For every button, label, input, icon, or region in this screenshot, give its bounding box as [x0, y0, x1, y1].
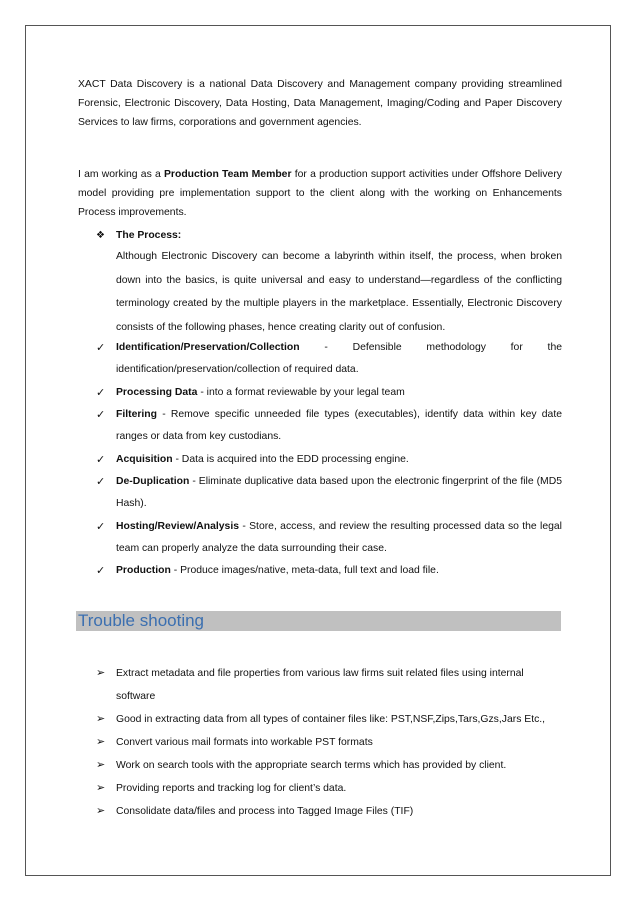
process-title: The Process: [116, 230, 182, 241]
phase-list [96, 337, 562, 583]
phase-term: Processing Data [116, 386, 198, 398]
list-item-text: Providing reports and tracking log for client’s data. [116, 783, 347, 794]
list-item [96, 708, 562, 731]
phase-desc: - into a format reviewable by your legal team [197, 386, 405, 398]
role-title: Production Team Member [164, 169, 292, 180]
phase-term: Identification/Preservation/Collection [116, 342, 300, 353]
phase-desc: - Store, access, and review the resulting processed data so the legal team can properly analyze the data surrounding their case. [116, 520, 562, 554]
list-item [96, 754, 562, 777]
phase-desc: - Eliminate duplicative data based upon the electronic fingerprint of the file (MD5 Hash). [116, 476, 562, 509]
list-item [96, 800, 562, 823]
phase-item [96, 516, 562, 560]
phase-term: Hosting/Review/Analysis [116, 520, 239, 532]
checkmark-icon: ✓ [96, 520, 106, 533]
phase-item [96, 449, 562, 471]
list-item [96, 777, 562, 800]
list-item [96, 731, 562, 754]
arrow-bullet-icon: ➢ [96, 782, 106, 794]
phase-item [96, 337, 562, 381]
arrow-bullet-icon: ➢ [96, 713, 106, 725]
list-item-text: Consolidate data/files and process into Tagged Image Files (TIF) [116, 806, 414, 817]
phase-desc: - Defensible methodology for the identification/preservation/collection of required data. [116, 342, 562, 375]
phase-desc: - Produce images/native, meta-data, full text and load file. [170, 565, 439, 576]
phase-item [96, 404, 562, 448]
arrow-bullet-icon: ➢ [96, 805, 106, 817]
phase-item [96, 382, 562, 404]
arrow-bullet-icon: ➢ [96, 736, 106, 748]
phase-item [96, 471, 562, 515]
phase-item [96, 560, 562, 582]
phase-desc: - Data is acquired into the EDD processing engine. [172, 453, 409, 465]
phase-term: Filtering [116, 409, 157, 420]
intro-paragraph: XACT Data Discovery is a national Data Discovery and Management company providing streamlined Forensic, Electronic Discovery, Data Hosting, Data Management, Imaging/Coding and Paper Discovery Services to law firms, corporations and government agencies. [78, 79, 562, 128]
checkmark-icon: ✓ [96, 409, 106, 421]
phase-desc: - Remove specific unneeded file types (executables), identify data within key date ranges or data from key custodians. [116, 409, 562, 442]
role-text-before: I am working as a [78, 169, 164, 180]
role-text-after: for a production support activities under Offshore Delivery model providing pre implementation support to the client along with the working on Enhancements Process improvements. [78, 169, 562, 218]
arrow-bullet-icon: ➢ [96, 759, 106, 771]
role-paragraph [78, 165, 562, 222]
checkmark-icon: ✓ [96, 453, 106, 466]
troubleshooting-list [96, 662, 562, 823]
arrow-bullet-icon: ➢ [96, 667, 106, 679]
checkmark-icon: ✓ [96, 476, 106, 488]
diamond-bullet-icon: ❖ [96, 230, 105, 241]
checkmark-icon: ✓ [96, 565, 106, 577]
list-item-text: Convert various mail formats into workable PST formats [116, 737, 373, 748]
phase-term: De-Duplication [116, 476, 190, 487]
checkmark-icon: ✓ [96, 342, 106, 354]
list-item-text: Good in extracting data from all types of container files like: PST,NSF,Zips,Tars,Gzs,Jars Etc., [116, 714, 546, 725]
process-description: Although Electronic Discovery can become a labyrinth within itself, the process, when broken down into the basics, is quite universal and easy to understand—regardless of the conflicting terminology created by the multiple players in the marketplace. Essentially, Electronic Discovery consists of the following phases, hence creating clarity out of confusion. [116, 251, 562, 333]
checkmark-icon: ✓ [96, 386, 106, 399]
process-heading [96, 226, 562, 245]
phase-term: Acquisition [116, 453, 173, 465]
list-item-text: Extract metadata and file properties from various law firms suit related files using internal software [116, 668, 524, 702]
list-item [96, 662, 562, 708]
process-section [96, 226, 562, 339]
section-header-bar [76, 611, 561, 631]
list-item-text: Work on search tools with the appropriate search terms which has provided by client. [116, 760, 507, 771]
section-title: Trouble shooting [78, 611, 205, 630]
phase-term: Production [116, 565, 171, 576]
